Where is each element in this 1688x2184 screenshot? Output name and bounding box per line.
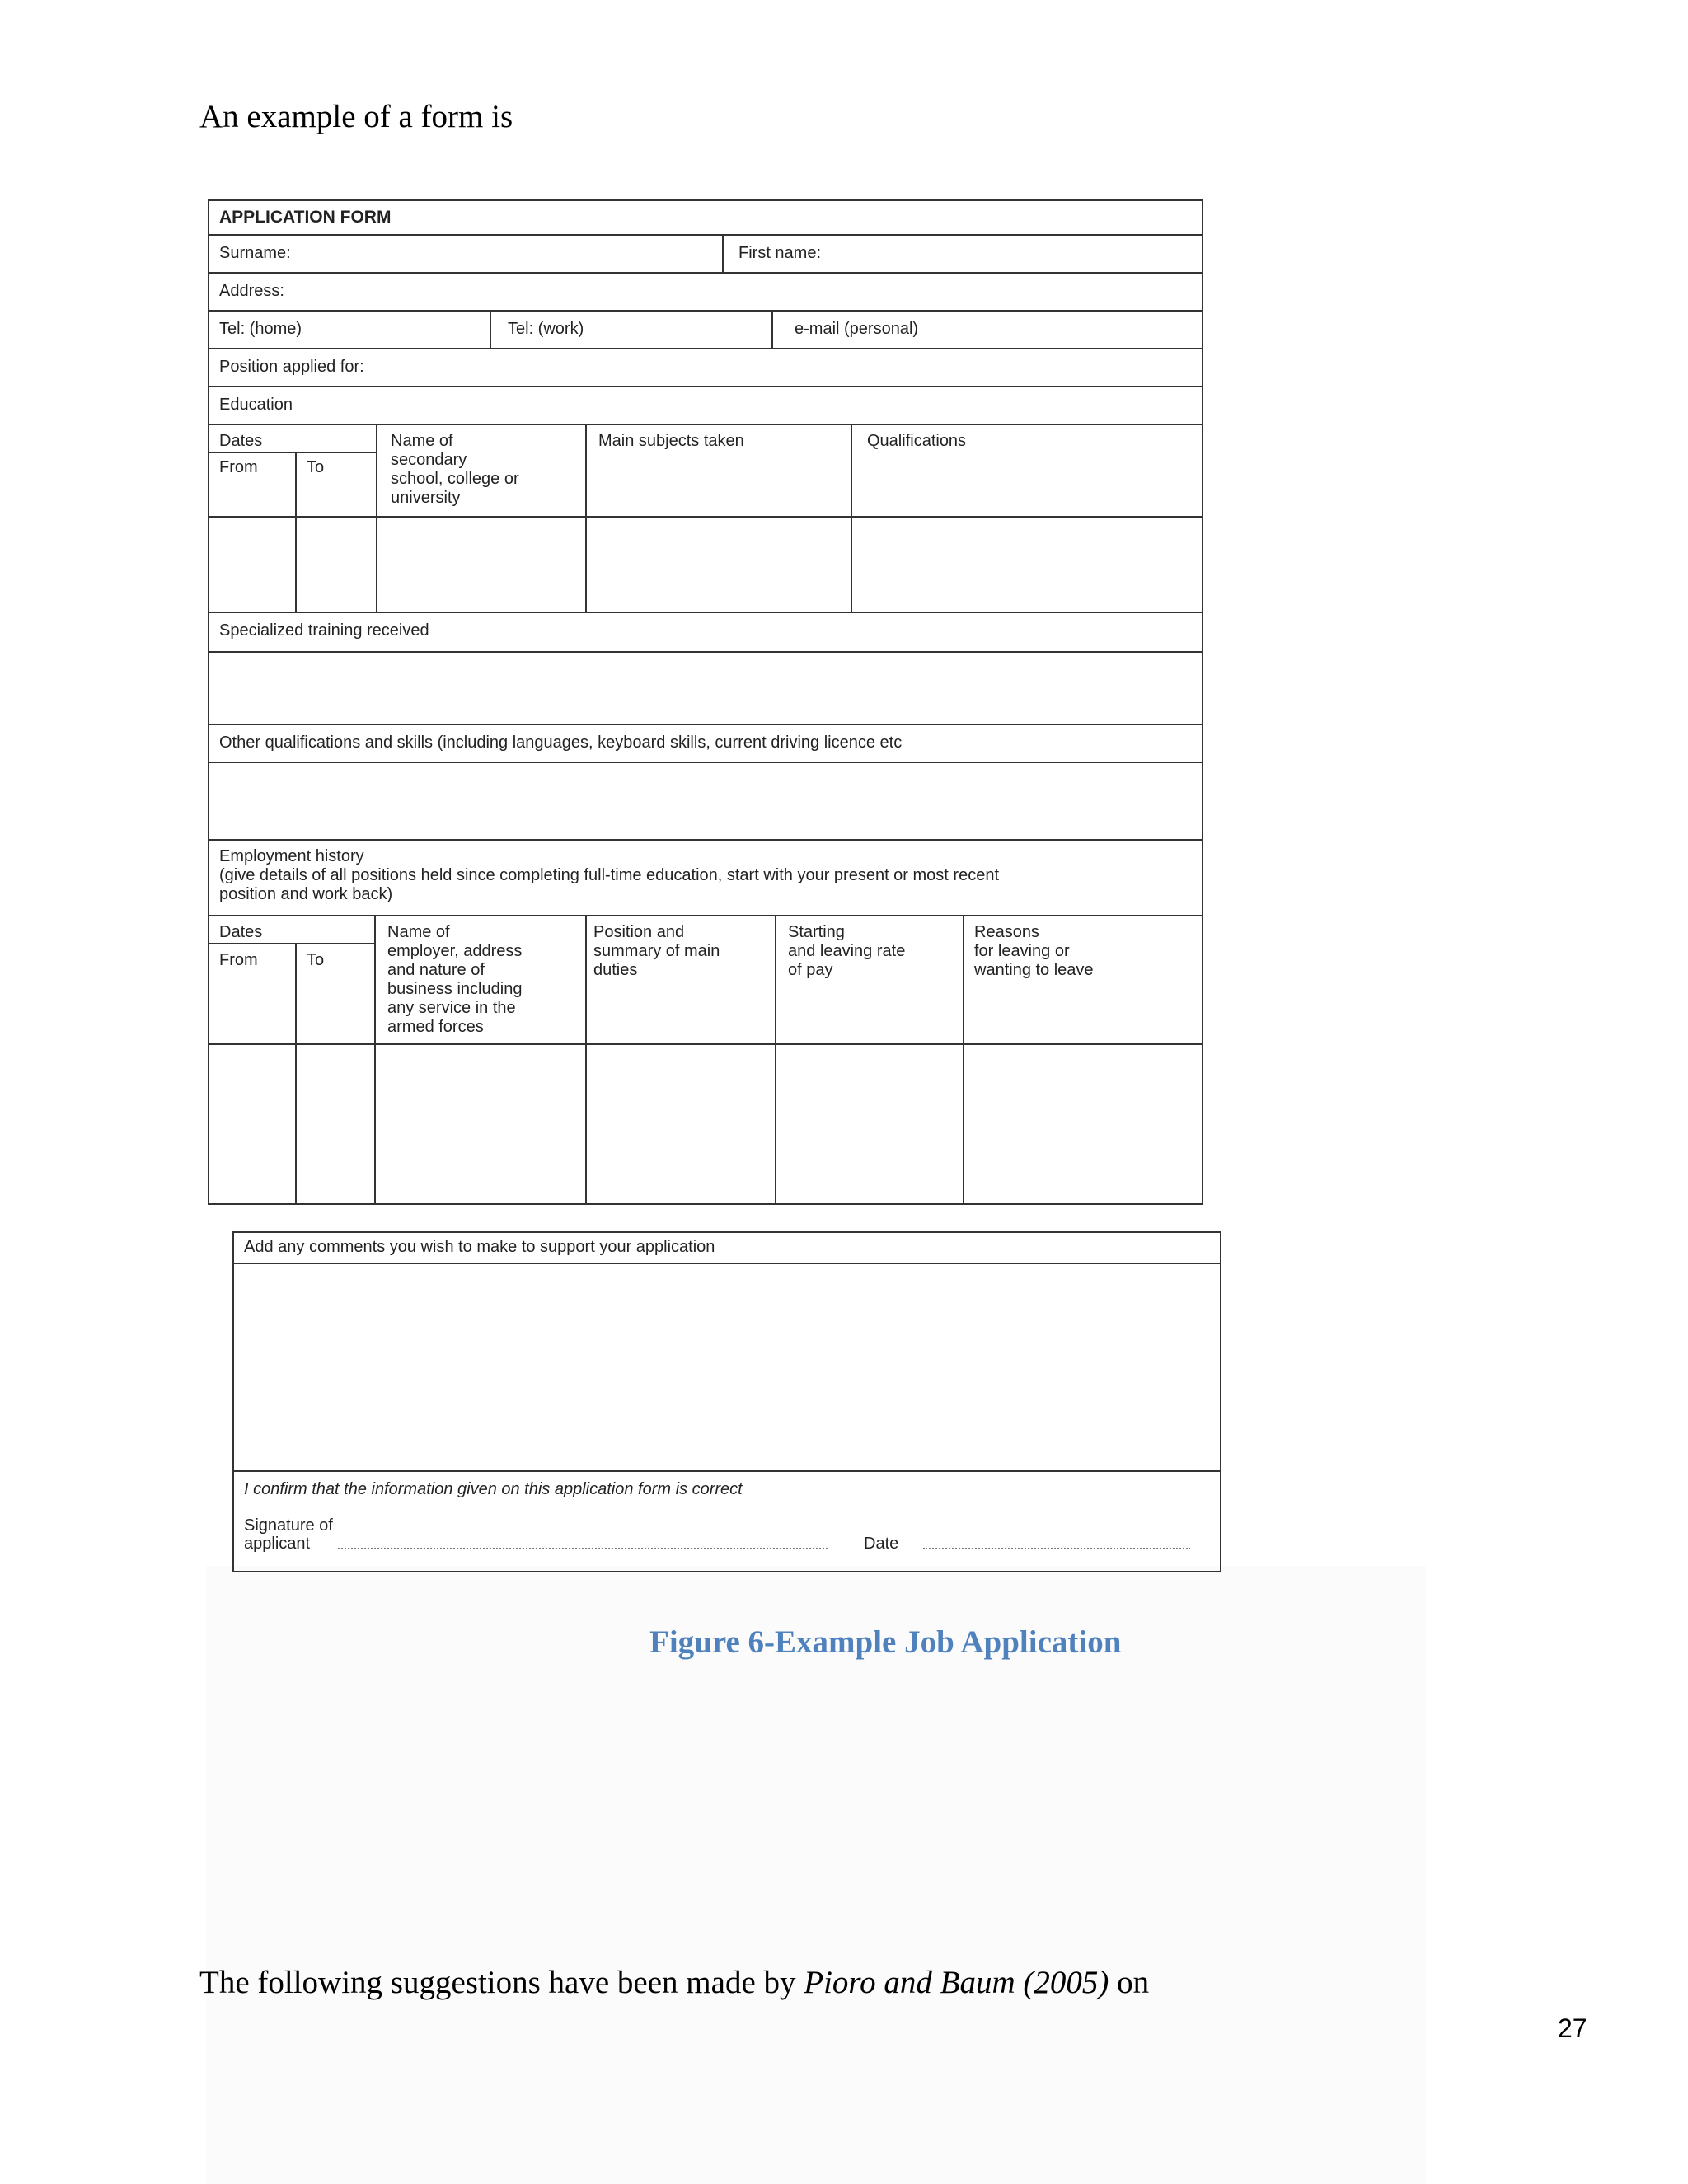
emp-employer-label: armed forces — [387, 1018, 484, 1036]
emp-to-label: To — [307, 951, 325, 969]
row-line — [208, 1043, 1203, 1045]
col-line — [585, 424, 587, 612]
figure-caption: Figure 6-Example Job Application — [649, 1624, 1122, 1660]
other-skills-label: Other qualifications and skills (including languages, keyboard skills, current driving licence etc — [219, 733, 903, 752]
form-border-bottom — [208, 1203, 1203, 1205]
signature-label: Signature of — [244, 1516, 333, 1535]
education-label: Education — [219, 396, 293, 414]
row-line — [208, 839, 1203, 841]
form-title: APPLICATION FORM — [219, 208, 392, 227]
employment-label: Employment history — [219, 847, 364, 865]
row-line — [208, 386, 1203, 387]
row-line — [232, 1470, 1221, 1472]
emp-position-label: summary of main — [593, 942, 720, 960]
emp-from-label: From — [219, 951, 258, 969]
edu-subjects-label: Main subjects taken — [598, 432, 744, 450]
emp-employer-label: business including — [387, 980, 523, 998]
position-label: Position applied for: — [219, 358, 364, 376]
first-name-label: First name: — [738, 244, 822, 262]
citation: Pioro and Baum (2005) — [804, 1965, 1109, 2000]
emp-pay-label: Starting — [788, 923, 845, 941]
training-label: Specialized training received — [219, 621, 429, 640]
row-line — [208, 424, 1203, 425]
body-text: The following suggestions have been made by — [199, 1965, 804, 2000]
email-label: e-mail (personal) — [795, 320, 919, 338]
emp-dates-label: Dates — [219, 923, 263, 941]
tel-home-label: Tel: (home) — [219, 320, 302, 338]
form-border-right — [1220, 1231, 1221, 1572]
employment-note: position and work back) — [219, 885, 393, 903]
emp-reasons-label: wanting to leave — [974, 961, 1094, 979]
col-line — [771, 310, 773, 348]
col-line — [295, 452, 297, 612]
page-number: 27 — [1558, 2013, 1587, 2043]
col-line — [722, 234, 724, 272]
emp-pay-label: and leaving rate — [788, 942, 906, 960]
row-line — [208, 272, 1203, 274]
emp-reasons-label: for leaving or — [974, 942, 1070, 960]
col-line — [374, 915, 376, 1205]
dates-subline — [208, 943, 374, 944]
col-line — [585, 915, 587, 1205]
dates-subline — [208, 452, 376, 453]
emp-position-label: duties — [593, 961, 638, 979]
row-line — [232, 1263, 1221, 1264]
emp-employer-label: Name of — [387, 923, 450, 941]
comments-label: Add any comments you wish to make to support your application — [244, 1238, 715, 1256]
form-border-left — [208, 199, 209, 1205]
edu-school-label: Name of — [391, 432, 453, 450]
emp-employer-label: employer, address — [387, 942, 523, 960]
row-line — [208, 516, 1203, 518]
form-border-left — [232, 1231, 234, 1572]
row-line — [208, 348, 1203, 349]
col-line — [295, 943, 297, 1205]
body-text: on — [1109, 1965, 1150, 2000]
row-line — [208, 651, 1203, 653]
edu-school-label: school, college or — [391, 470, 519, 488]
surname-label: Surname: — [219, 244, 291, 262]
col-line — [490, 310, 491, 348]
application-form-image — [208, 199, 1203, 1205]
emp-employer-label: and nature of — [387, 961, 485, 979]
edu-to-label: To — [307, 458, 325, 476]
emp-employer-label: any service in the — [387, 999, 516, 1017]
col-line — [775, 915, 776, 1205]
signature-line — [338, 1548, 828, 1549]
emp-pay-label: of pay — [788, 961, 833, 979]
date-line — [923, 1548, 1190, 1549]
row-line — [208, 310, 1203, 312]
form-border-bottom — [232, 1571, 1221, 1572]
edu-school-label: secondary — [391, 451, 467, 469]
col-line — [851, 424, 852, 612]
form-border-right — [1202, 199, 1203, 1205]
form-border-top — [232, 1231, 1221, 1233]
row-line — [208, 915, 1203, 916]
tel-work-label: Tel: (work) — [508, 320, 584, 338]
row-line — [208, 234, 1203, 236]
body-paragraph — [199, 1963, 1149, 2003]
signature-label: applicant — [244, 1535, 311, 1553]
emp-reasons-label: Reasons — [974, 923, 1039, 941]
edu-qualifications-label: Qualifications — [867, 432, 967, 450]
edu-school-label: university — [391, 489, 461, 507]
emp-position-label: Position and — [593, 923, 685, 941]
form-border-top — [208, 199, 1203, 201]
col-line — [963, 915, 964, 1205]
edu-dates-label: Dates — [219, 432, 263, 450]
col-line — [376, 424, 377, 612]
address-label: Address: — [219, 282, 284, 300]
date-label: Date — [864, 1535, 899, 1553]
row-line — [208, 762, 1203, 763]
row-line — [208, 612, 1203, 613]
edu-from-label: From — [219, 458, 258, 476]
application-form-comments-image — [232, 1231, 1221, 1572]
row-line — [208, 724, 1203, 725]
employment-note: (give details of all positions held since completing full-time education, start with your present or most recent — [219, 866, 1000, 884]
intro-paragraph: An example of a form is — [199, 99, 513, 134]
confirm-statement: I confirm that the information given on this application form is correct — [244, 1480, 743, 1498]
